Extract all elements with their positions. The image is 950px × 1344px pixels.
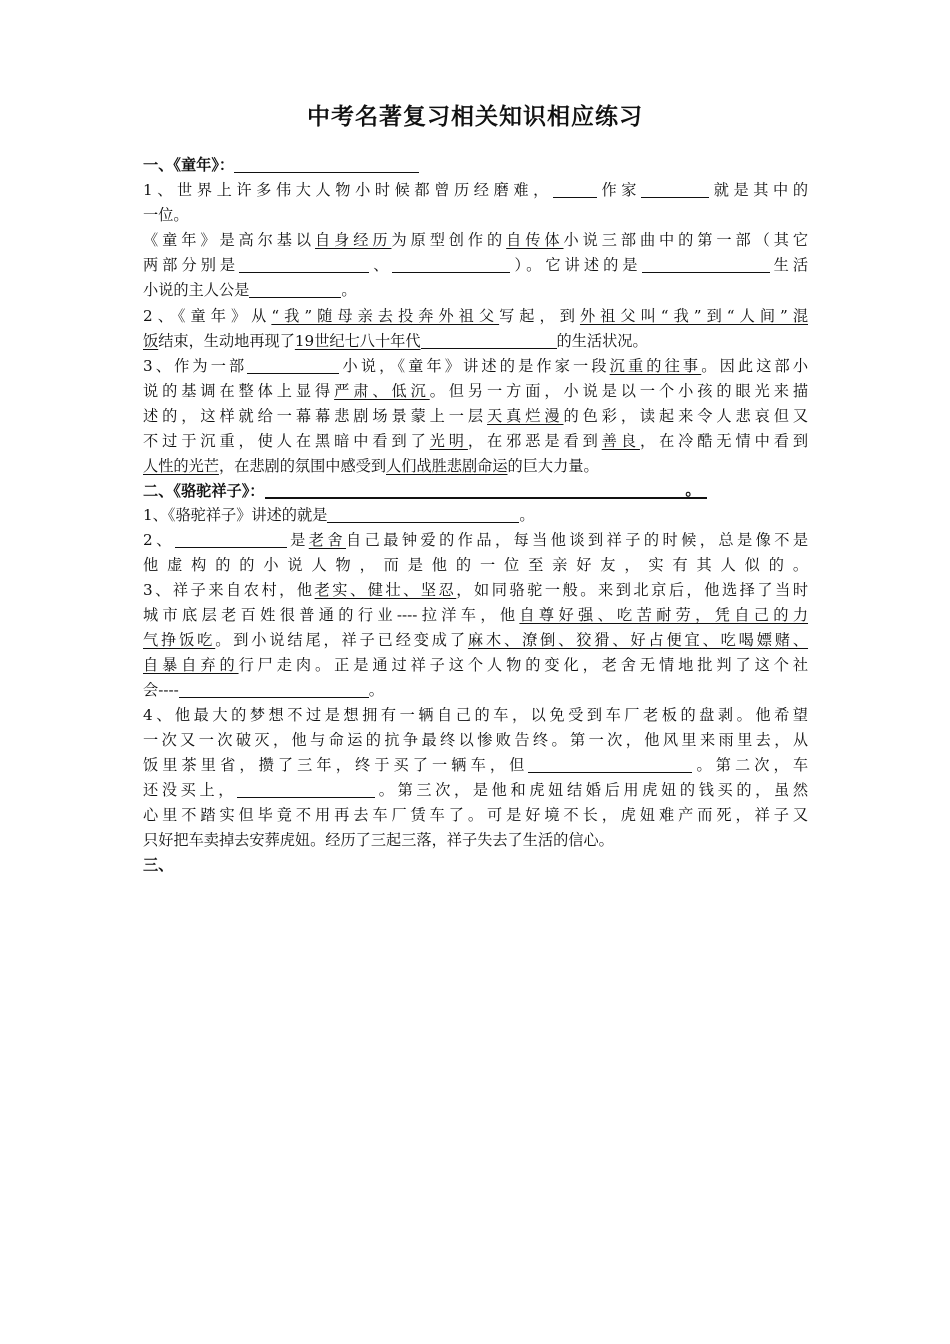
paragraph-line: 3、祥子来自农村，他老实、健壮、坚忍，如同骆驼一般。来到北京后，他选择了当时 — [143, 581, 809, 599]
paragraph-line: 城市底层老百姓很普通的行业----拉洋车，他自尊好强、吃苦耐劳，凭自己的力 — [143, 606, 809, 624]
paragraph-line: 2、《童年》从“我”随母亲去投奔外祖父写起，到外祖父叫“我”到“人间”混 — [143, 307, 809, 325]
blank: 。 — [265, 480, 707, 499]
paragraph-line: 一位。 — [143, 206, 189, 224]
paragraph-line: 只好把车卖掉去安葬虎妞。经历了三起三落，祥子失去了生活的信心。 — [143, 831, 614, 849]
paragraph-line: 饭结束，生动地再现了19世纪七八十年代 的生活状况。 — [143, 332, 648, 350]
paragraph-line: 不过于沉重，使人在黑暗中看到了光明，在邪恶是看到善良，在冷酷无情中看到 — [143, 432, 809, 450]
blank — [179, 680, 369, 698]
paragraph-line: 2、 是老舍自己最钟爱的作品，每当他谈到祥子的时候，总是像不是 — [143, 531, 808, 549]
paragraph-line: 会---- 。 — [143, 681, 384, 699]
blank — [641, 180, 709, 198]
blank — [249, 280, 341, 298]
blank — [237, 780, 375, 798]
blank — [528, 755, 692, 773]
blank — [327, 505, 519, 523]
section-1-heading: 一、《童年》： — [143, 155, 808, 177]
blank — [234, 155, 419, 173]
page-title: 中考名著复习相关知识相应练习 — [307, 103, 643, 130]
paragraph-line: 一次又一次破灭，他与命运的抗争最终以惨败告终。第一次，他风里来雨里去，从 — [143, 731, 808, 749]
paragraph-line: 《童年》是高尔基以自身经历为原型创作的自传体小说三部曲中的第一部（其它 — [143, 231, 809, 249]
paragraph-line: 两部分别是 、 ）。它讲述的是 生活 — [143, 256, 809, 274]
blank — [247, 356, 339, 374]
paragraph-line: 人性的光芒，在悲剧的氛围中感受到人们战胜悲剧命运的巨大力量。 — [143, 457, 599, 475]
paragraph-line: 他虚构的的小说人物，而是他的一位至亲好友，实有其人似的。 — [143, 556, 808, 574]
blank — [239, 255, 369, 273]
paragraph-line: 4、他最大的梦想不过是想拥有一辆自己的车，以免受到车厂老板的盘剥。他希望 — [143, 706, 808, 724]
paragraph-line: 还没买上， 。第三次，是他和虎妞结婚后用虎妞的钱买的，虽然 — [143, 781, 809, 799]
paragraph-line: 小说的主人公是 。 — [143, 281, 357, 299]
paragraph-line: 自暴自弃的行尸走肉。正是通过祥子这个人物的变化，老舍无情地批判了这个社 — [143, 656, 809, 674]
blank — [392, 255, 510, 273]
blank — [175, 530, 287, 548]
blank — [421, 331, 557, 349]
paragraph-line: 1、《骆驼祥子》讲述的就是 。 — [143, 506, 535, 524]
section-3-heading: 三、 — [143, 856, 174, 874]
paragraph-line: 心里不踏实但毕竟不用再去车厂赁车了。可是好境不长，虎妞难产而死，祥子又 — [143, 806, 808, 824]
paragraph-line: 饭里茶里省，攒了三年，终于买了一辆车，但 。第二次，车 — [143, 756, 809, 774]
paragraph-line: 1、世界上许多伟大人物小时候都曾历经磨难， 作家 就是其中的 — [143, 181, 809, 199]
paragraph-line: 3、作为一部 小说，《童年》讲述的是作家一段沉重的往事。因此这部小 — [143, 357, 809, 375]
section-2-heading: 二、《骆驼祥子》： 。 — [143, 480, 808, 502]
paragraph-line: 说的基调在整体上显得严肃、低沉。但另一方面，小说是以一个小孩的眼光来描 — [143, 382, 809, 400]
paragraph-line: 述的，这样就给一幕幕悲剧场景蒙上一层天真烂漫的色彩，读起来令人悲哀但又 — [143, 407, 809, 425]
blank — [553, 180, 597, 198]
paragraph-line: 气挣饭吃。到小说结尾，祥子已经变成了麻木、潦倒、狡猾、好占便宜、吃喝嫖赌、 — [143, 631, 809, 649]
blank — [642, 255, 770, 273]
